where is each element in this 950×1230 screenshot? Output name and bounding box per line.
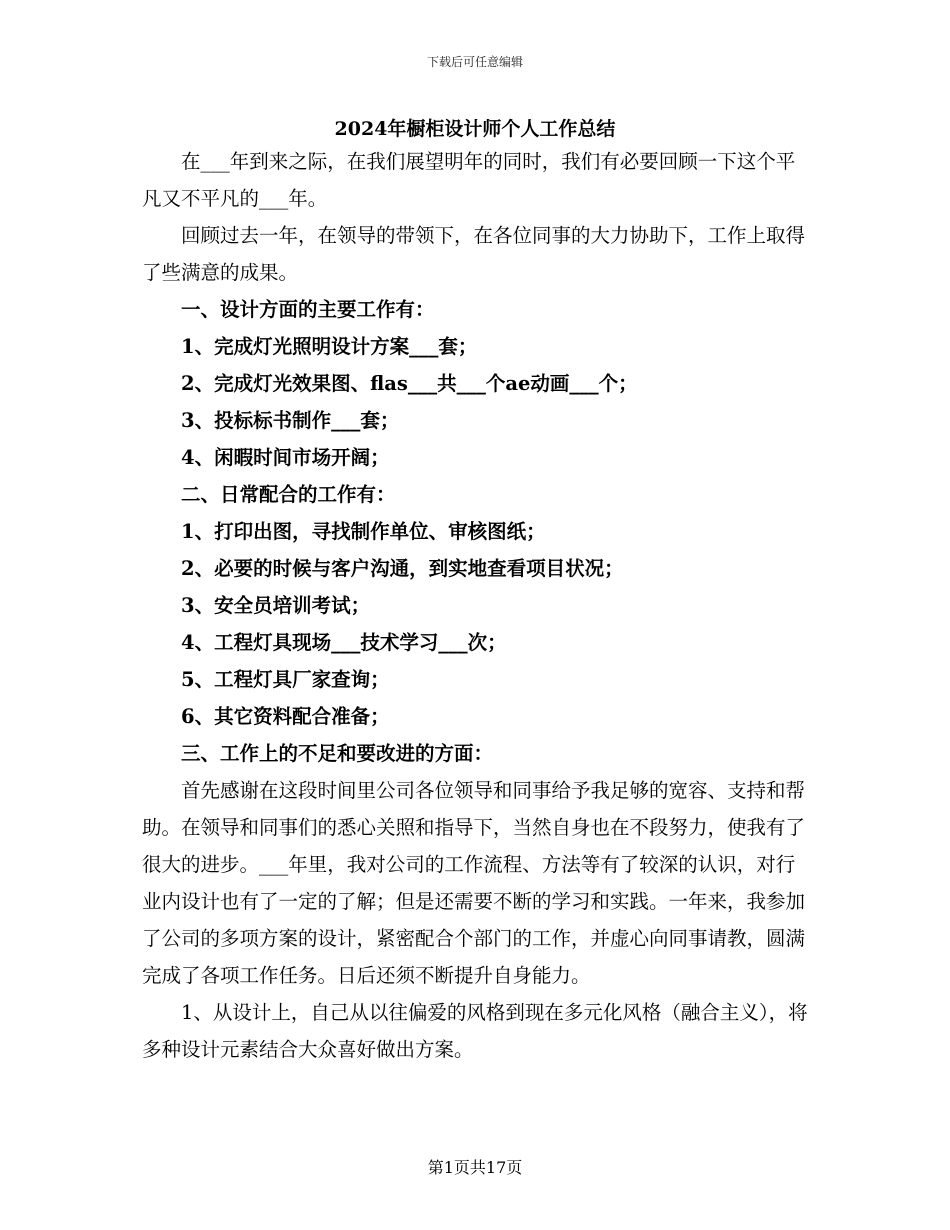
section-heading-design: 一、设计方面的主要工作有： [181,298,435,321]
design-point-paragraph: 1、从设计上，自己从以往偏爱的风格到现在多元化风格（融合主义），将多种设计元素结合大众喜好做出方案。 [142,1001,808,1061]
page-header: 下载后可任意编辑 [426,55,523,69]
list-item: 3、安全员培训考试； [181,594,371,617]
section-heading-daily: 二、日常配合的工作有： [181,483,396,506]
section-heading-improvement: 三、工作上的不足和要改进的方面： [181,742,494,765]
thanks-paragraph: 首先感谢在这段时间里公司各位领导和同事给予我足够的宽容、支持和帮助。在领导和同事们的悉心关照和指导下，当然自身也在不段努力，使我有了很大的进步。___年里，我对公司的工作流程、方法等有了较深的认识，对行业内设计也有了一定的了解；但是还需要不断的学习和实践。一年来，我参加了公司的多项方案的设计，紧密配合个部门的工作，并虚心向同事请教，圆满完成了各项工作任务。日后还须不断提升自身能力。 [142,779,806,987]
document-body [142,143,808,1068]
page-footer: 第1页共17页 [427,1158,523,1177]
intro-paragraph: 在___年到来之际，在我们展望明年的同时，我们有必要回顾一下这个平凡又不平凡的___年。 [142,150,796,210]
list-item: 4、工程灯具现场___技术学习___次； [181,631,507,654]
list-item: 4、闲暇时间市场开阔； [181,446,390,469]
list-item: 2、必要的时候与客户沟通，到实地查看项目状况； [181,557,624,580]
list-item: 1、完成灯光照明设计方案___套； [181,335,478,358]
list-item: 6、其它资料配合准备； [181,705,390,728]
list-item: 2、完成灯光效果图、flas___共___个ae动画___个； [181,372,638,395]
list-item: 1、打印出图，寻找制作单位、审核图纸； [181,520,546,543]
list-item: 3、投标标书制作___套； [181,409,400,432]
review-paragraph: 回顾过去一年，在领导的带领下，在各位同事的大力协助下，工作上取得了些满意的成果。 [142,224,806,284]
list-item: 5、工程灯具厂家查询； [181,668,390,691]
document-title: 2024年橱柜设计师个人工作总结 [334,118,616,140]
